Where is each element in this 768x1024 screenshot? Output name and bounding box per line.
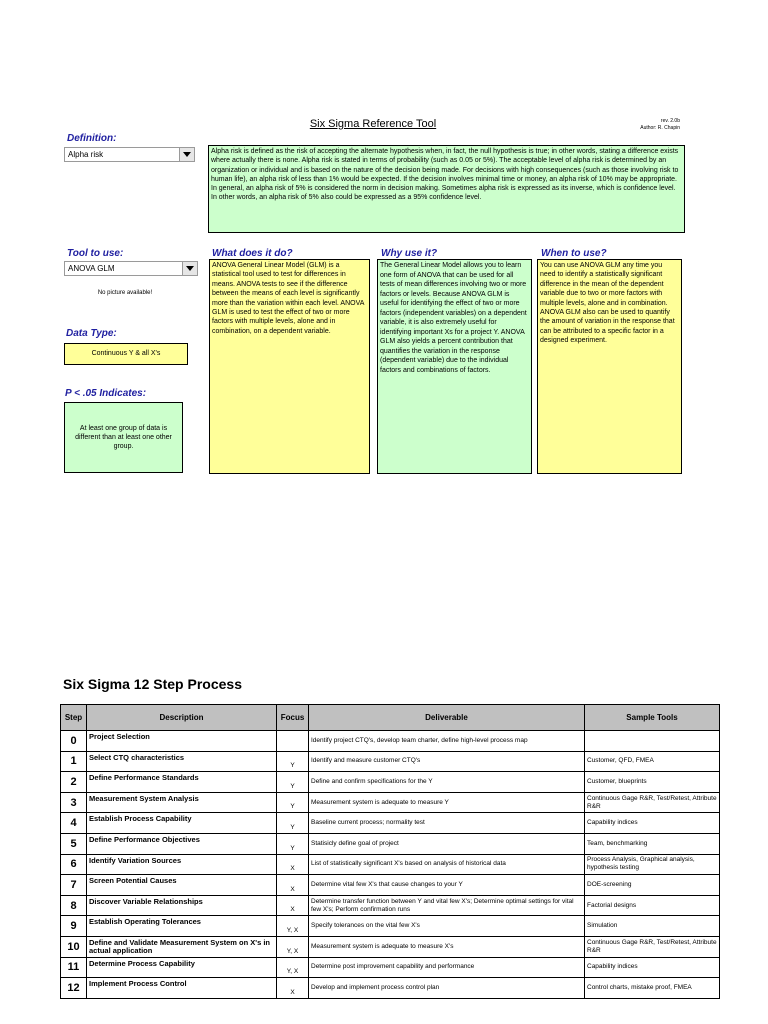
step-cell: 11 (61, 957, 87, 978)
dropdown-arrow-icon[interactable] (179, 148, 194, 161)
sample-tools-cell: Control charts, mistake proof, FMEA (585, 978, 720, 999)
no-picture-text: No picture available! (97, 290, 153, 296)
deliverable-cell: Baseline current process; normality test (309, 813, 585, 834)
description-cell: Establish Process Capability (87, 813, 277, 834)
sample-tools-cell (585, 731, 720, 752)
step-cell: 1 (61, 751, 87, 772)
deliverable-cell: Identify and measure customer CTQ's (309, 751, 585, 772)
step-cell: 10 (61, 936, 87, 957)
table-row (61, 916, 720, 937)
description-cell: Identify Variation Sources (87, 854, 277, 875)
focus-cell: X (277, 978, 309, 999)
process-table (60, 704, 720, 999)
header-description: Description (87, 705, 277, 731)
definition-dropdown[interactable] (64, 147, 195, 162)
deliverable-cell: Specify tolerances on the vital few X's (309, 916, 585, 937)
focus-cell: Y (277, 792, 309, 813)
focus-cell: Y (277, 833, 309, 854)
tool-dropdown[interactable] (64, 261, 198, 276)
deliverable-cell: Develop and implement process control plan (309, 978, 585, 999)
step-cell: 6 (61, 854, 87, 875)
revision-info (600, 118, 680, 132)
description-cell: Define Performance Standards (87, 772, 277, 793)
sample-tools-cell: Simulation (585, 916, 720, 937)
focus-cell: Y (277, 751, 309, 772)
sample-tools-cell: Capability indices (585, 813, 720, 834)
deliverable-cell: Statisicly define goal of project (309, 833, 585, 854)
focus-cell: Y, X (277, 936, 309, 957)
focus-cell (277, 731, 309, 752)
table-row (61, 751, 720, 772)
table-row (61, 978, 720, 999)
p-value-label: P < .05 Indicates: (65, 388, 147, 399)
author-label: Author: R. Chapin (640, 125, 680, 131)
description-cell: Establish Operating Tolerances (87, 916, 277, 937)
process-title: Six Sigma 12 Step Process (63, 676, 242, 692)
table-row (61, 895, 720, 916)
step-cell: 7 (61, 875, 87, 896)
table-row (61, 772, 720, 793)
table-row (61, 731, 720, 752)
when-text-box: You can use ANOVA GLM any time you need to identify a statistically significant difference in the mean of the dependent variable due to two or more factors with multiple levels, alone and in combination. ANOVA GLM also can be used to quantify the amount of variation in the response that can be attributed to a specific factor in a designed experiment. (537, 259, 682, 474)
description-cell: Define Performance Objectives (87, 833, 277, 854)
table-row (61, 833, 720, 854)
table-row (61, 957, 720, 978)
when-label: When to use? (541, 248, 607, 259)
description-cell: Measurement System Analysis (87, 792, 277, 813)
header-sample-tools: Sample Tools (585, 705, 720, 731)
deliverable-cell: Measurement system is adequate to measure X's (309, 936, 585, 957)
revision-label: rev. 2.0b (660, 118, 680, 124)
step-cell: 5 (61, 833, 87, 854)
step-cell: 2 (61, 772, 87, 793)
definition-text-box: Alpha risk is defined as the risk of accepting the alternate hypothesis when, in fact, the null hypothesis is true; in other words, stating a difference exists where actually there is none. Alpha risk is stated in terms of probability (such as 0.05 or 5%). The acceptable level of alpha risk is determined by an organization or individual and is based on the nature of the decision being made. For decisions with high consequences (such as those involving risk to human life), an alpha risk of less than 1% would be expected. If the decision involves minimal time or money, an alpha risk of 10% may be appropriate. In general, an alpha risk of 5% is considered the norm in decision making. Sometimes alpha risk is expressed as its inverse, which is confidence level. In other words, an alpha risk of 5% also could be expressed as a 95% confidence level. (208, 145, 685, 233)
sample-tools-cell: DOE-screening (585, 875, 720, 896)
header-focus: Focus (277, 705, 309, 731)
dropdown-arrow-icon[interactable] (182, 262, 197, 275)
page-title: Six Sigma Reference Tool (309, 118, 437, 130)
definition-label: Definition: (67, 133, 117, 144)
deliverable-cell: Identify project CTQ's, develop team charter, define high-level process map (309, 731, 585, 752)
what-label: What does it do? (212, 248, 293, 259)
sample-tools-cell: Continuous Gage R&R, Test/Retest, Attribute R&R (585, 936, 720, 957)
step-cell: 8 (61, 895, 87, 916)
table-row (61, 792, 720, 813)
description-cell: Project Selection (87, 731, 277, 752)
description-cell: Discover Variable Relationships (87, 895, 277, 916)
sample-tools-cell: Customer, QFD, FMEA (585, 751, 720, 772)
deliverable-cell: Determine post improvement capability and performance (309, 957, 585, 978)
description-cell: Implement Process Control (87, 978, 277, 999)
why-label: Why use it? (381, 248, 438, 259)
step-cell: 3 (61, 792, 87, 813)
table-row (61, 875, 720, 896)
sample-tools-cell: Customer, blueprints (585, 772, 720, 793)
step-cell: 0 (61, 731, 87, 752)
tool-label: Tool to use: (67, 248, 124, 259)
description-cell: Screen Potential Causes (87, 875, 277, 896)
focus-cell: Y, X (277, 957, 309, 978)
header-deliverable: Deliverable (309, 705, 585, 731)
deliverable-cell: Measurement system is adequate to measure Y (309, 792, 585, 813)
focus-cell: Y (277, 772, 309, 793)
data-type-box: Continuous Y & all X's (64, 343, 188, 365)
focus-cell: X (277, 854, 309, 875)
step-cell: 4 (61, 813, 87, 834)
step-cell: 12 (61, 978, 87, 999)
definition-dropdown-value: Alpha risk (68, 150, 104, 159)
table-row (61, 813, 720, 834)
description-cell: Select CTQ characteristics (87, 751, 277, 772)
sample-tools-cell: Continuous Gage R&R, Test/Retest, Attribute R&R (585, 792, 720, 813)
focus-cell: Y, X (277, 916, 309, 937)
deliverable-cell: List of statistically significant X's based on analysis of historical data (309, 854, 585, 875)
description-cell: Define and Validate Measurement System on X's in actual application (87, 936, 277, 957)
step-cell: 9 (61, 916, 87, 937)
table-row (61, 854, 720, 875)
focus-cell: X (277, 895, 309, 916)
sample-tools-cell: Process Analysis, Graphical analysis, hypothesis testing (585, 854, 720, 875)
focus-cell: Y (277, 813, 309, 834)
p-value-box: At least one group of data is different than at least one other group. (64, 402, 183, 473)
what-text-box: ANOVA General Linear Model (GLM) is a statistical tool used to test for differences in means. ANOVA tests to see if the difference between the means of each level is significantly more than the variation within each level. ANOVA GLM is used to test the effect of two or more factors with multiple levels, alone and in combination, on a dependent variable. (209, 259, 370, 474)
deliverable-cell: Define and confirm specifications for the Y (309, 772, 585, 793)
description-cell: Determine Process Capability (87, 957, 277, 978)
data-type-label: Data Type: (66, 328, 117, 339)
table-row (61, 936, 720, 957)
sample-tools-cell: Capability indices (585, 957, 720, 978)
sample-tools-cell: Factorial designs (585, 895, 720, 916)
tool-dropdown-value: ANOVA GLM (68, 264, 115, 273)
deliverable-cell: Determine vital few X's that cause changes to your Y (309, 875, 585, 896)
table-header-row (61, 705, 720, 731)
sample-tools-cell: Team, benchmarking (585, 833, 720, 854)
why-text-box: The General Linear Model allows you to learn one form of ANOVA that can be used for all tests of mean differences involving two or more factors or levels. Because ANOVA GLM is useful for identifying the effect of two or more factors (independent variables) on a dependent variable, it is also extremely useful for identifying important Xs for a project Y. ANOVA GLM also yields a percent contribution that quantifies the variation in the response (dependent variable) due to the individual factors and combinations of factors. (377, 259, 532, 474)
focus-cell: X (277, 875, 309, 896)
deliverable-cell: Determine transfer function between Y and vital few X's; Determine optimal settings for vital few X's; Perform confirmation runs (309, 895, 585, 916)
header-step: Step (61, 705, 87, 731)
